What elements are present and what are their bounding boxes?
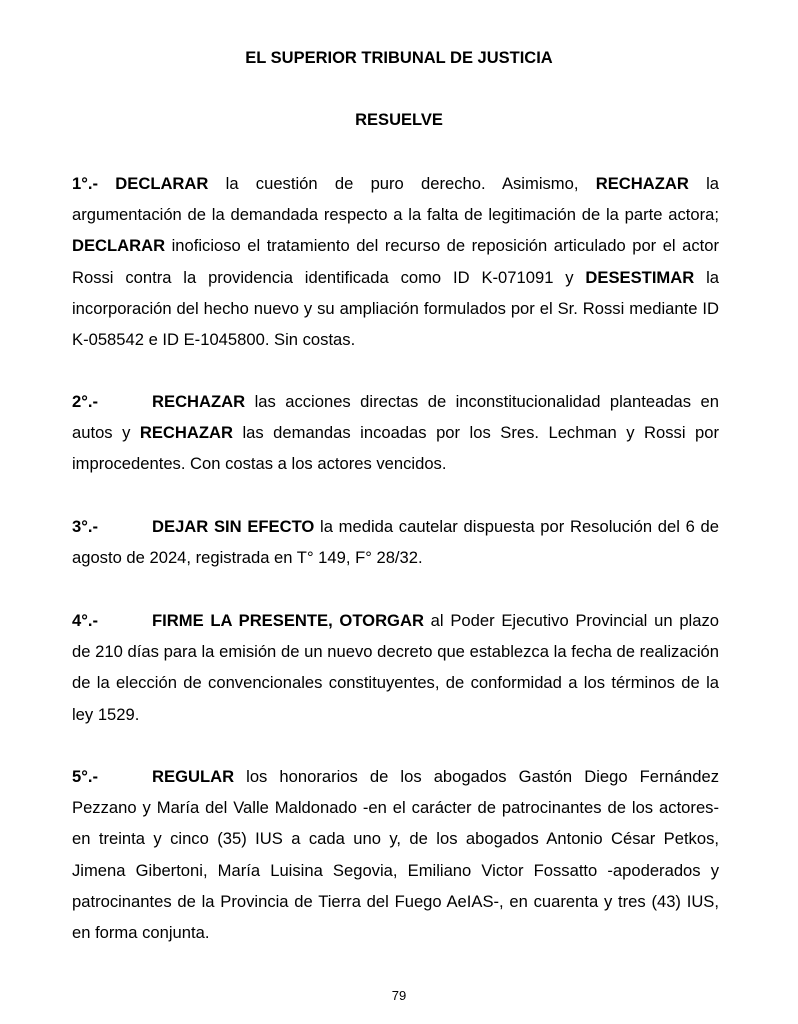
item-text: DECLARAR la cuestión de puro derecho. Asimismo, RECHAZAR la argumentación de la demandada respecto a la falta de legitimación de la parte actora; DECLARAR inoficioso el tratamiento del recurso de reposición articulado por el actor Rossi contra la providencia identificada como ID K-071091 y DESESTIMAR la incorporación del hecho nuevo y su ampliación formulados por el Sr. Rossi mediante ID K-058542 e ID E-1045800. Sin costas. bbox=[72, 174, 719, 350]
item-number: 3°.- bbox=[72, 517, 99, 536]
resolves-heading: RESUELVE bbox=[355, 111, 443, 129]
item-number: 5°.- bbox=[72, 767, 99, 786]
item-text: FIRME LA PRESENTE, OTORGAR al Poder Ejecutivo Provincial un plazo de 210 días para la emisión de un nuevo decreto que establezca la fecha de realización de la elección de convencionales constituyentes, de conformidad a los términos de la ley 1529. bbox=[72, 611, 719, 724]
item-text: REGULAR los honorarios de los abogados Gastón Diego Fernández Pezzano y María del Valle Maldonado -en el carácter de patrocinantes de los actores- en treinta y cinco (35) IUS a cada uno y, de los abogados Antonio César Petkos, Jimena Gibertoni, María Luisina Segovia, Emiliano Victor Fossatto -apoderados y patrocinantes de la Provincia de Tierra del Fuego AeIAS-, en cuarenta y tres (43) IUS, en forma conjunta. bbox=[72, 767, 719, 943]
item-number: 2°.- bbox=[72, 392, 99, 411]
court-heading: EL SUPERIOR TRIBUNAL DE JUSTICIA bbox=[245, 49, 553, 67]
page-number: 79 bbox=[391, 988, 407, 1003]
item-number: 1°.- bbox=[72, 174, 99, 193]
resolution-item-2 bbox=[72, 386, 719, 480]
item-text: DEJAR SIN EFECTO la medida cautelar dispuesta por Resolución del 6 de agosto de 2024, registrada en T° 149, F° 28/32. bbox=[72, 517, 719, 568]
resolution-item-4 bbox=[72, 605, 719, 730]
resolution-item-1 bbox=[72, 168, 719, 355]
item-text: RECHAZAR las acciones directas de inconstitucionalidad planteadas en autos y RECHAZAR las demandas incoadas por los Sres. Lechman y Rossi por improcedentes. Con costas a los actores vencidos. bbox=[72, 392, 719, 474]
item-number: 4°.- bbox=[72, 611, 99, 630]
resolution-item-5 bbox=[72, 761, 719, 948]
resolution-item-3 bbox=[72, 511, 719, 573]
